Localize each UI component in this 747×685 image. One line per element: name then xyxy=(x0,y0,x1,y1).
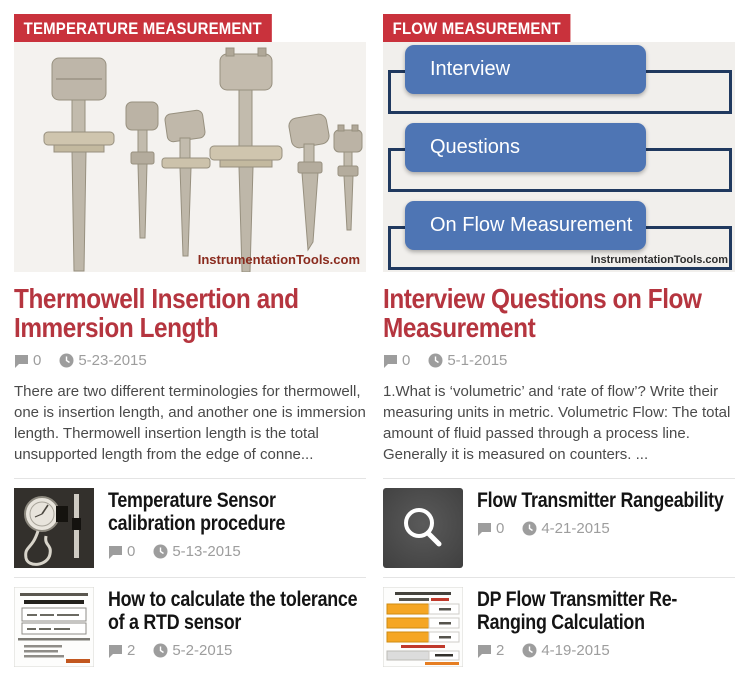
comments-meta xyxy=(383,352,410,369)
clock-icon xyxy=(153,643,168,658)
comments-meta xyxy=(14,352,41,369)
thermowell-photo-illustration xyxy=(14,42,366,272)
comments-icon xyxy=(108,644,123,658)
thumbnail-formula-table[interactable] xyxy=(14,587,94,667)
flow-label-box: Questions xyxy=(405,123,646,172)
comments-icon xyxy=(477,644,492,658)
comments-count: 2 xyxy=(496,642,505,659)
sub-post-body xyxy=(477,587,735,667)
post-meta xyxy=(14,352,366,369)
sub-post-dp-reranging[interactable] xyxy=(383,577,735,676)
comments-count: 0 xyxy=(496,520,505,537)
thumbnail-search-placeholder[interactable] xyxy=(383,488,463,568)
post-title-interview-questions[interactable]: Interview Questions on Flow Measurement xyxy=(383,283,702,343)
sub-post-meta xyxy=(477,520,735,537)
post-date: 5-2-2015 xyxy=(172,642,233,659)
post-date: 5-13-2015 xyxy=(172,543,241,560)
post-date: 5-1-2015 xyxy=(447,352,508,369)
clock-icon xyxy=(522,521,537,536)
sub-post-body xyxy=(108,587,366,667)
sub-post-body xyxy=(477,488,735,568)
sub-post-title[interactable]: DP Flow Transmitter Re-Ranging Calculation xyxy=(477,588,678,634)
sub-post-title[interactable]: Flow Transmitter Rangeability xyxy=(477,489,724,512)
column-flow xyxy=(383,14,735,676)
sub-post-meta xyxy=(477,642,735,659)
thumbnail-calculation-table[interactable] xyxy=(383,587,463,667)
comments-icon xyxy=(14,354,29,368)
flow-item-1 xyxy=(383,43,735,119)
thumbnail-gauge-photo[interactable] xyxy=(14,488,94,568)
clock-icon xyxy=(59,353,74,368)
comments-count: 0 xyxy=(33,352,42,369)
comments-icon xyxy=(383,354,398,368)
featured-image-thermowell[interactable] xyxy=(14,42,366,272)
clock-icon xyxy=(428,353,443,368)
sub-post-title[interactable]: How to calculate the tolerance of a RTD sensor xyxy=(108,588,358,634)
flow-diagram xyxy=(383,42,735,272)
post-date: 4-21-2015 xyxy=(541,520,610,537)
comments-count: 2 xyxy=(127,642,136,659)
flow-label-box: Interview xyxy=(405,45,646,94)
column-temperature xyxy=(14,14,366,676)
post-meta xyxy=(383,352,735,369)
sub-post-meta xyxy=(108,543,366,560)
watermark-text: InstrumentationTools.com xyxy=(590,254,728,266)
sub-post-list xyxy=(14,478,366,676)
post-date: 5-23-2015 xyxy=(78,352,147,369)
comments-icon xyxy=(108,545,123,559)
post-excerpt: There are two different terminologies for thermowell, one is insertion length, and another one is immersion length. Thermowell insertion length is the total unsupported length from the edge of conne... xyxy=(14,383,366,463)
date-meta xyxy=(428,352,507,369)
flow-item-2 xyxy=(383,121,735,197)
comments-count: 0 xyxy=(402,352,411,369)
category-banner-flow[interactable]: FLOW MEASUREMENT xyxy=(383,14,571,42)
category-banner-temperature[interactable]: TEMPERATURE MEASUREMENT xyxy=(14,14,272,42)
sub-post-title[interactable]: Temperature Sensor calibration procedure xyxy=(108,489,286,535)
comments-icon xyxy=(477,522,492,536)
flow-label-box: On Flow Measurement xyxy=(405,201,646,250)
clock-icon xyxy=(522,643,537,658)
sub-post-rtd-tolerance[interactable] xyxy=(14,577,366,676)
post-title-thermowell[interactable]: Thermowell Insertion and Immersion Length xyxy=(14,283,299,343)
watermark-text: InstrumentationTools.com xyxy=(197,252,360,267)
comments-count: 0 xyxy=(127,543,136,560)
clock-icon xyxy=(153,544,168,559)
sub-post-list xyxy=(383,478,735,676)
post-excerpt: 1.What is ‘volumetric’ and ‘rate of flow’? Write their measuring units in metric. Volumetric Flow: The total amount of fluid passed through a process line. Generally it is measured on counters. ... xyxy=(383,383,731,463)
sub-post-meta xyxy=(108,642,366,659)
date-meta xyxy=(59,352,146,369)
sub-post-body xyxy=(108,488,366,568)
sub-post-rangeability[interactable] xyxy=(383,478,735,577)
featured-image-interview-questions[interactable] xyxy=(383,42,735,272)
sub-post-temp-calibration[interactable] xyxy=(14,478,366,577)
post-date: 4-19-2015 xyxy=(541,642,610,659)
